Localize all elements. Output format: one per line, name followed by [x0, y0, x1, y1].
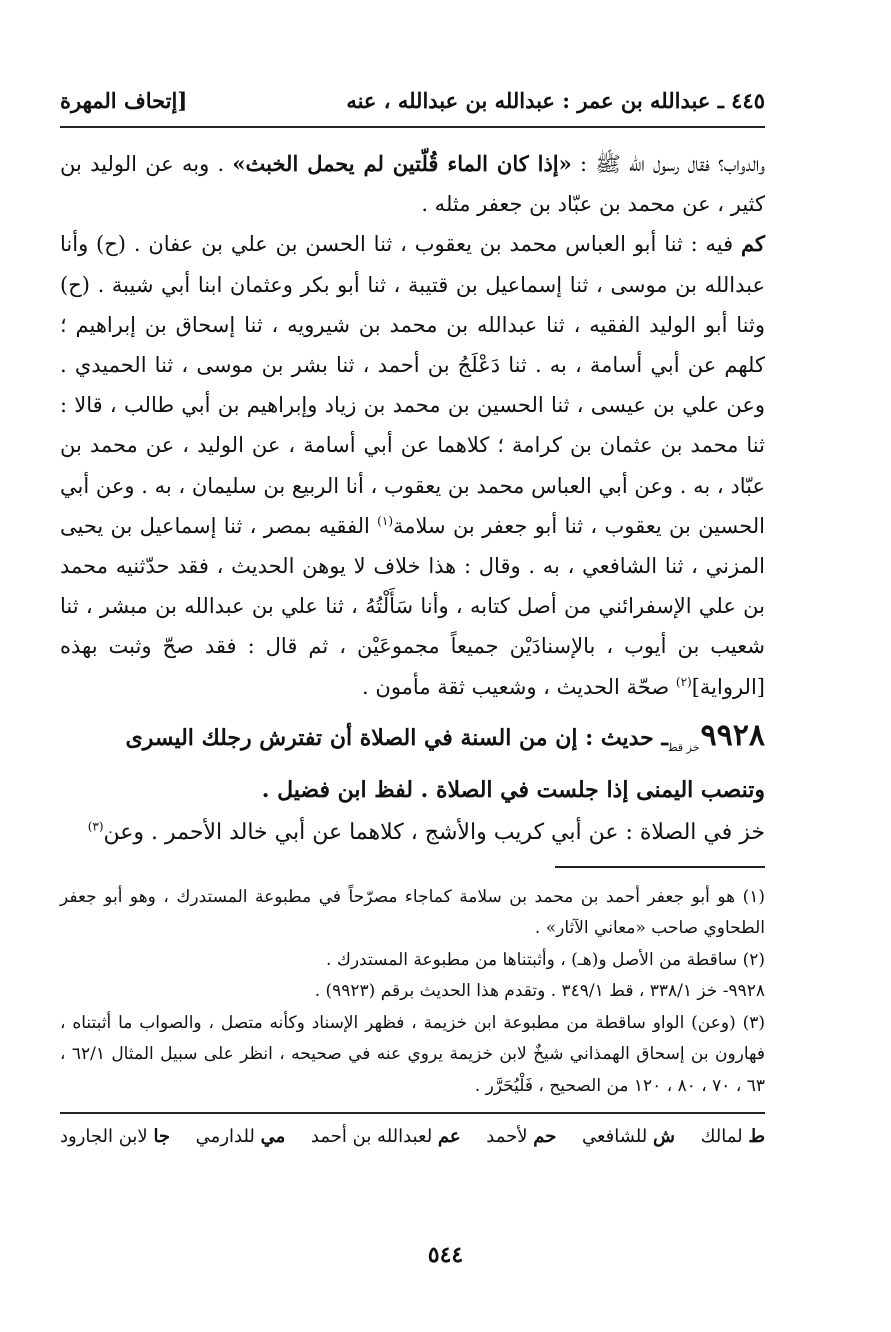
footnote-2: (٢) ساقطة من الأصل و(هـ) ، وأثبتناها من مطبوعة المستدرك .: [326, 949, 765, 970]
para2-text-a: فيه : ثنا أبو العباس محمد بن يعقوب ، ثنا الحسن بن علي بن عفان . (ح) وأنا عبدالله بن موسى ، ثنا إسماعيل بن قتيبة ، ثنا أبو بكر وعثمان ابنا أبي شيبة . (ح) وثنا أبو الوليد الفقيه ، ثنا عبدالله بن محمد بن شيرويه ، ثنا إسحاق بن إبراهيم ؛ كلهم عن أبي أسامة ، به . ثنا دَعْلَجُ بن أحمد ، ثنا بشر بن موسى ، ثنا الحميدي . وعن علي بن عيسى ، ثنا الحسين بن محمد بن زياد وإبراهيم بن أبي طالب ، قالا : ثنا محمد بن عثمان بن كرامة ؛ كلاهما عن أبي أسامة ، عن الوليد ، عن محمد بن عبّاد ، به . وعن أبي العباس محمد بن يعقوب ، أنا الربيع بن سليمان ، به . وعن أبي الحسين بن يعقوب ، ثنا أبو جعفر بن سلامة: [60, 232, 766, 538]
abbreviations-legend: [60, 1126, 765, 1147]
para1-text-b: . وبه عن الوليد بن كثير ، عن محمد بن عبّاد بن جعفر مثله .: [60, 152, 765, 217]
para2-text-c: صحّة الحديث ، وشعيب ثقة مأمون .: [362, 674, 676, 699]
footnote-separator: [555, 866, 765, 868]
para1-text-a: والدواب؟ فقال رسول الله ﷺ :: [571, 152, 765, 176]
footnote-1: (١) هو أبو جعفر أحمد بن محمد بن سلامة كماجاء مصرّحاً في مطبوعة المستدرك ، وهو أبو جعفر الطحاوي صاحب «معاني الآثار» .: [60, 886, 765, 939]
footnote-ref-1: (١): [377, 513, 393, 528]
footnote-hadith-ref: ٩٩٢٨- خز ٣٣٨/١ ، قط ٣٤٩/١ . وتقدم هذا الحديث برقم (٩٩٢٣) .: [314, 981, 765, 1002]
hadith-number: ٩٩٢٨: [700, 717, 765, 753]
footnotes: [60, 882, 765, 1103]
footnote-3: (٣) (وعن) الواو ساقطة من مطبوعة ابن خزيمة ، فظهر الإسناد وكأنه متصل ، والصواب ما أثبتناه ، فهارون بن إسحاق الهمذاني شيخٌ لابن خزيمة يروي عنه في صحيحه ، انظر على سبيل المثال ٦٢/١ ، ٦٣ ، ٧٠ ، ٨٠ ، ١٢٠ من الصحيح ، فَلْيُحَرَّر .: [60, 1012, 766, 1096]
paragraph-2: [60, 224, 765, 706]
hadith-codes: خز قط: [668, 740, 700, 754]
main-text: [60, 144, 765, 707]
source-code-kam: كم: [741, 231, 765, 257]
book-page: [60, 80, 765, 1147]
book-title: [إتحاف المهرة: [60, 88, 188, 113]
abbr-item: مي للدارمي: [195, 1126, 286, 1148]
abbr-item: حم لأحمد: [486, 1126, 557, 1148]
abbreviations-separator: [60, 1112, 765, 1114]
paragraph-1: [60, 144, 765, 224]
abbr-item: جا لابن الجارود: [60, 1126, 171, 1148]
hadith-title: ـ حديث : إن من السنة في الصلاة أن تفترش رجلك اليسرى وتنصب اليمنى إذا جلست في الصلاة . لفظ ابن فضيل .: [125, 724, 765, 803]
footnote-ref-2: (٢): [675, 674, 692, 689]
abbr-item: ش للشافعي: [581, 1126, 675, 1148]
hadith-quote: «إذا كان الماء قُلّتين لم يحمل الخبث»: [232, 151, 572, 176]
hadith-line-text: خز في الصلاة : عن أبي كريب والأشج ، كلاهما عن أبي خالد الأحمر . وعن: [103, 819, 765, 845]
hadith-line: [60, 812, 765, 854]
running-title: ٤٤٥ ـ عبدالله بن عمر : عبدالله بن عبدالله ، عنه: [346, 88, 765, 113]
page-number: ٥٤٤: [427, 1242, 464, 1268]
abbr-item: ط لمالك: [700, 1126, 765, 1148]
para2-text-b: الفقيه بمصر ، ثنا إسماعيل بن يحيى المزني ، ثنا الشافعي ، به . وقال : هذا خلاف لا يوهن الحديث ، فقد حدّثنيه محمد بن علي الإسفرائني من أصل كتابه ، وأنا سَأَلْتُهُ ، ثنا علي بن عبدالله بن مبشر ، ثنا شعيب بن أيوب ، بالإسنادَيْن جميعاً مجموعَيْن ، ثم قال : فقد صحّ وثبت بهذه [الرواية]: [60, 513, 765, 699]
footnote-ref-3: (٣): [87, 819, 104, 834]
hadith-entry: [60, 715, 765, 854]
page-header: [60, 80, 765, 128]
abbr-item: عم لعبدالله بن أحمد: [310, 1126, 461, 1148]
